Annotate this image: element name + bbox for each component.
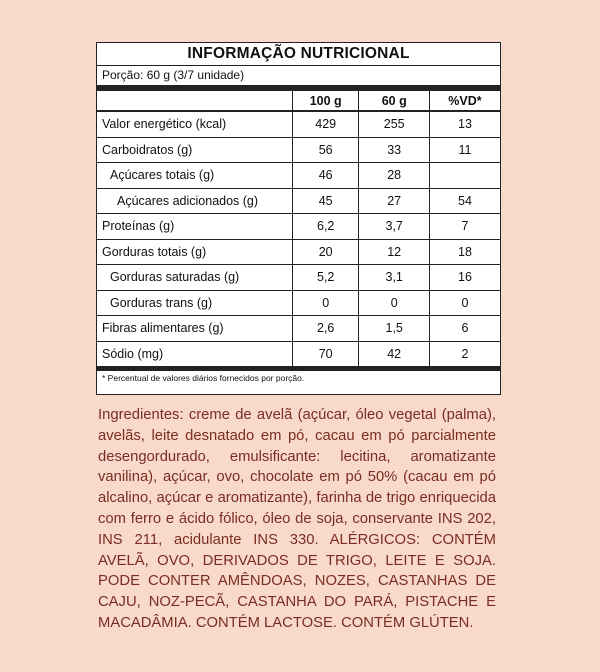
nutrient-name: Valor energético (kcal) [97,111,292,137]
footnote: * Percentual de valores diários fornecidos por porção. [97,366,500,394]
value-100g: 6,2 [292,214,358,240]
value-60g: 42 [359,341,430,366]
table-row [97,214,500,240]
nutrient-name: Açúcares totais (g) [97,163,292,189]
table-row [97,239,500,265]
value-60g: 1,5 [359,316,430,342]
table-row [97,111,500,137]
value-100g: 56 [292,137,358,163]
value-100g: 46 [292,163,358,189]
value-vd: 18 [429,239,500,265]
nutrient-name: Gorduras totais (g) [97,239,292,265]
portion-size: Porção: 60 g (3/7 unidade) [97,66,500,91]
value-100g: 429 [292,111,358,137]
value-60g: 0 [359,290,430,316]
nutrient-name: Sódio (mg) [102,346,164,361]
value-100g: 0 [292,290,358,316]
nutrient-name: Fibras alimentares (g) [97,316,292,342]
value-100g: 20 [292,239,358,265]
nutrient-name: Gorduras saturadas (g) [97,265,292,291]
value-100g: 45 [292,188,358,214]
label-title: INFORMAÇÃO NUTRICIONAL [97,43,500,66]
table-row [97,163,500,189]
value-vd: 2 [429,341,500,366]
value-60g: 12 [359,239,430,265]
value-vd: 11 [429,137,500,163]
value-60g: 255 [359,111,430,137]
nutrition-facts-label [96,42,501,395]
value-vd: 13 [429,111,500,137]
nutrient-name: Açúcares adicionados (g) [97,188,292,214]
table-header-row [97,91,500,111]
header-vd: %VD* [429,91,500,111]
nutrient-name: Proteínas (g) [97,214,292,240]
table-row [97,316,500,342]
table-row [97,290,500,316]
nutrition-table [97,91,500,366]
value-vd: 16 [429,265,500,291]
value-vd: 7 [429,214,500,240]
value-vd: 0 [429,290,500,316]
ingredients-text: Ingredientes: creme de avelã (açúcar, óleo vegetal (palma), avelãs, leite desnatado em pó, cacau em pó parcialmente desengordurado, emulsificante: lecitina, aromatizante vanilina), açúcar, ovo, chocolate em pó 50% (cacau em pó alcalino, açúcar e aromatizante), farinha de trigo enriquecida com ferro e ácido fólico, óleo de soja, conservante INS 202, INS 211, acidulante INS 330. ALÉRGICOS: CONTÉM AVELÃ, OVO, DERIVADOS DE TRIGO, LEITE E SOJA. PODE CONTER AMÊNDOAS, NOZES, CASTANHAS DE CAJU, NOZ-PECÃ, CASTANHA DO PARÁ, PISTACHE E MACADÂMIA. CONTÉM LACTOSE. CONTÉM GLÚTEN. [98,407,496,631]
value-vd [429,163,500,189]
table-row [97,137,500,163]
table-row [97,265,500,291]
value-100g: 70 [292,341,358,366]
nutrient-name: Carboidratos (g) [97,137,292,163]
value-100g: 5,2 [292,265,358,291]
value-vd: 6 [429,316,500,342]
value-60g: 3,7 [359,214,430,240]
table-row [97,188,500,214]
value-60g: 28 [359,163,430,189]
header-nutrient [97,91,292,111]
nutrient-name: Gorduras trans (g) [97,290,292,316]
value-60g: 3,1 [359,265,430,291]
value-60g: 27 [359,188,430,214]
value-60g: 33 [359,137,430,163]
value-vd: 54 [429,188,500,214]
value-100g: 2,6 [292,316,358,342]
header-100g: 100 g [292,91,358,111]
header-60g: 60 g [359,91,430,111]
table-row [97,341,500,366]
